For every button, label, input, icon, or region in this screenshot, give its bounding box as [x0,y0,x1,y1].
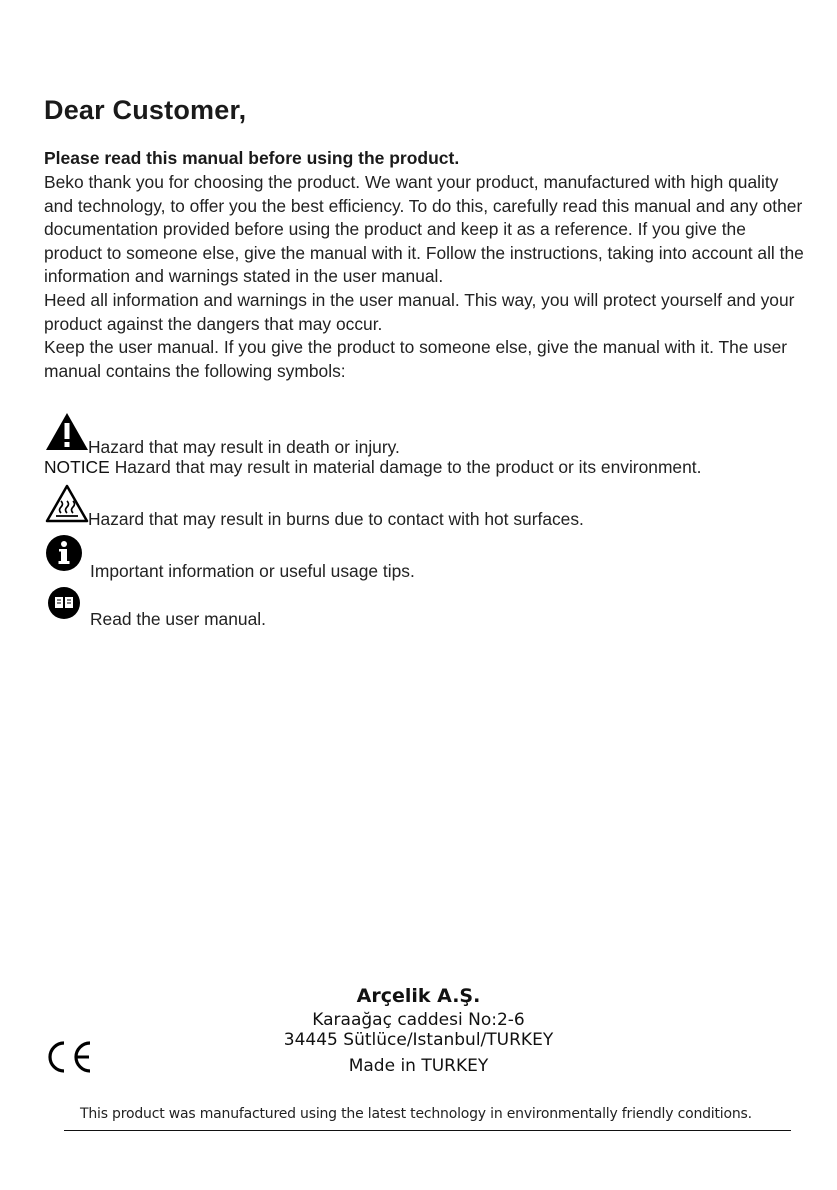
symbol-text-read-manual: Read the user manual. [90,609,266,629]
info-icon [44,533,88,582]
symbol-row-notice [44,457,701,478]
symbol-text-notice: Hazard that may result in material damage to the product or its environment. [114,457,702,477]
footer-tagline: This product was manufactured using the latest technology in environmentally friendly conditions. [80,1106,752,1122]
intro-paragraph-1: Beko thank you for choosing the product. We want your product, manufactured with high quality and technology, to offer you the best efficiency. To do this, carefully read this manual and any other documentation provided before using the product and keep it as a reference. If you give the product to someone else, give the manual with it. Follow the instructions, taking into account all the information and warnings stated in the user manual. [44,172,804,287]
ce-mark-logo [44,1040,96,1074]
symbol-row-danger [44,411,400,458]
footer-divider [64,1130,791,1131]
hot-surface-icon [44,483,90,530]
intro-paragraph-2: Heed all information and warnings in the user manual. This way, you will protect yourself and your product against the dangers that may occur. [44,289,795,334]
notice-label: NOTICE [44,457,110,477]
warning-triangle-icon [44,411,90,458]
company-name: Arçelik A.Ş. [356,985,481,1007]
made-in-label: Made in TURKEY [348,1056,489,1076]
symbol-row-hot-surface [44,483,584,530]
intro-paragraph-3: Keep the user manual. If you give the product to someone else, give the manual with it. The user manual contains the following symbols: [44,337,788,381]
symbol-text-hot-surface: Hazard that may result in burns due to contact with hot surfaces. [88,509,584,529]
symbol-row-info [44,533,415,582]
intro-body [44,171,804,383]
symbol-row-read-manual [44,585,266,630]
symbol-text-info: Important information or useful usage tips. [90,561,415,581]
intro-subheading: Please read this manual before using the product. [44,148,460,168]
address-line-2: 34445 Sütlüce/Istanbul/TURKEY [283,1030,554,1050]
page-title: Dear Customer, [44,95,247,125]
address-line-1: Karaağaç caddesi No:2-6 [312,1010,525,1030]
read-manual-icon [44,585,88,630]
symbol-text-danger: Hazard that may result in death or injury. [88,437,400,457]
